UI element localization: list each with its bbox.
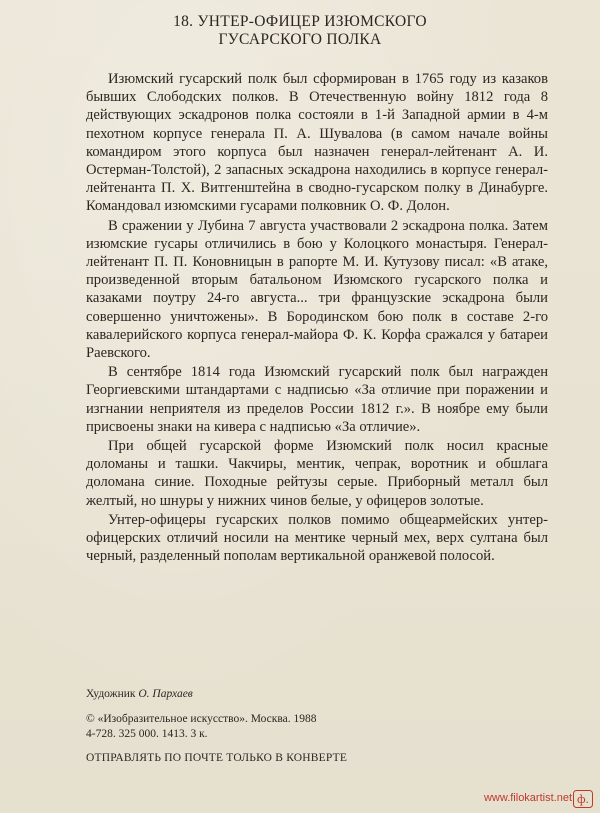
paragraph: При общей гусарской форме Изюмский полк носил красные доломаны и ташки. Чакчиры, ментик, чепрак, воротник и обшлага доломана синие. Походные рейтузы серые. Приборный металл был желтый, но шнуры у нижних чинов белые, у офицеров золотые. xyxy=(86,438,548,509)
artist-name: О. Пархаев xyxy=(138,688,193,700)
article-body xyxy=(86,70,548,565)
print-codes: 4-728. 325 000. 1413. 3 к. xyxy=(86,728,208,740)
paragraph: В сентябре 1814 года Изюмский гусарский полк был награжден Георгиевскими штандартами с надписью «За отличие при поражении и изгнании неприятеля из пределов России 1812 г.». В ноябре ему были присвоены знаки на кивера с надписью «За отличие». xyxy=(86,364,548,435)
logo-text: ф. xyxy=(576,793,590,806)
artist-label: Художник xyxy=(86,688,136,700)
paragraph: В сражении у Лубина 7 августа участвовали 2 эскадрона полка. Затем изюмские гусары отличились в бою у Колоцкого монастыря. Генерал-лейтенант П. П. Коновницын в рапорте М. И. Кутузову писал: «В атаке, произведенной вторым батальоном Изюмского гусарского полка и казаками поутру 24-го августа... три французские эскадрона были совершенно уничтожены». В Бородинском бою полк в составе 2-го кавалерийского корпуса генерал-майора Ф. К. Корфа сражался у батареи Раевского. xyxy=(86,217,548,362)
title-line-1: 18. УНТЕР-ОФИЦЕР ИЗЮМСКОГО xyxy=(173,13,427,30)
mail-instruction: ОТПРАВЛЯТЬ ПО ПОЧТЕ ТОЛЬКО В КОНВЕРТЕ xyxy=(86,752,348,764)
artist-credit xyxy=(86,687,193,702)
page-title xyxy=(0,13,600,49)
paragraph: Унтер-офицеры гусарских полков помимо общеармейских унтер-офицерских отличий носили на ментике черный мех, верх султана был черный, разделенный пополам вертикальной оранжевой полосой. xyxy=(86,511,548,565)
title-line-2: ГУСАРСКОГО ПОЛКА xyxy=(218,31,382,48)
watermark-url[interactable]: www.filokartist.net xyxy=(483,792,572,804)
publisher-line: © «Изобразительное искусство». Москва. 1988 xyxy=(86,713,317,725)
watermark-logo xyxy=(573,790,593,808)
paragraph: Изюмский гусарский полк был сформирован в 1765 году из казаков бывших Слободских полков. В Отечественную войну 1812 года 8 действующих эскадронов полка состояли в 1-й Западной армии в 4-м пехотном корпусе генерала П. А. Шувалова (в самом начале войны командиром этого корпуса был назначен генерал-лейтенант А. И. Остерман-Толстой), 2 запасных эскадрона находились в корпусе генерал-лейтенанта П. Х. Витгенштейна в сводно-гусарском полку в Динабурге. Командовал изюмскими гусарами полковник О. Ф. Долон. xyxy=(86,71,548,215)
